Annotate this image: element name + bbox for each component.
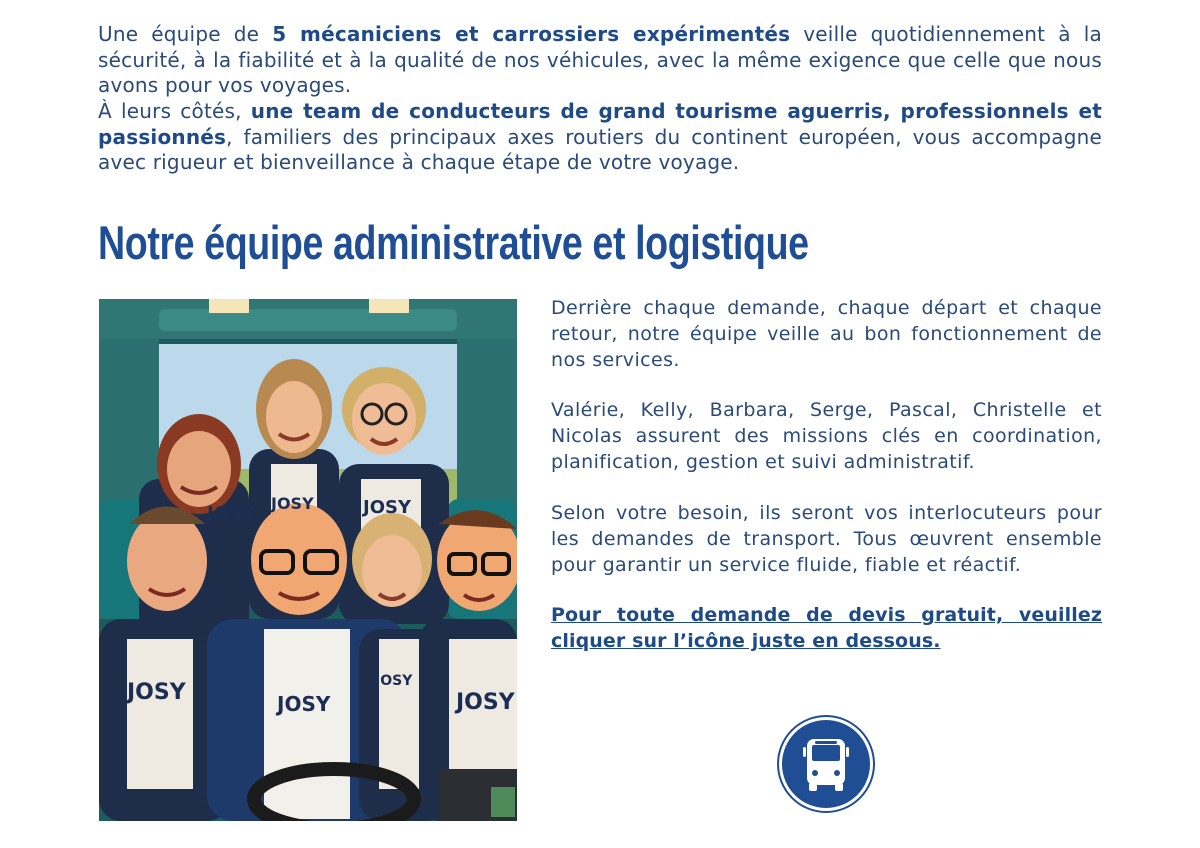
shirt-label: JOSY (277, 692, 331, 716)
team-paragraph-intro: Derrière chaque demande, chaque départ et chaque retour, notre équipe veille au bon fonctionnement de nos services. (551, 297, 1102, 371)
intro-p1-start: Une équipe de (98, 22, 273, 46)
intro-paragraph-mechanics (98, 22, 1102, 99)
bus-icon (779, 717, 873, 811)
section-title: Notre équipe administrative et logistique (98, 216, 809, 269)
team-illustration (99, 299, 517, 821)
intro-p1-end: veille quotidiennement à la sécurité, à la fiabilité et à la qualité de nos véhicules, avec la même exigence que celle que nous avons pour vos voyages. (98, 22, 1102, 98)
intro-p2-start: À leurs côtés, (98, 99, 251, 123)
team-photo (99, 299, 517, 821)
team-paragraph-role: Selon votre besoin, ils seront vos interlocuteurs pour les demandes de transport. Tous œuvrent ensemble pour garantir un service fluide, fiable et réactif. (551, 502, 1102, 576)
shirt-label: JOSY (363, 497, 411, 518)
shirt-label: JOSY (207, 503, 255, 524)
quote-request-link[interactable]: Pour toute demande de devis gratuit, veuillez cliquer sur l’icône juste en dessous. (551, 604, 1102, 652)
intro-paragraph-drivers (98, 99, 1102, 176)
shirt-label: JOSY (271, 494, 314, 513)
shirt-label: JOSY (375, 673, 413, 689)
intro-p1-bold: 5 mécaniciens et carrossiers expérimentés (272, 22, 791, 46)
quote-request-button[interactable] (777, 715, 875, 813)
shirt-label: JOSY (456, 690, 515, 715)
team-paragraph-names: Valérie, Kelly, Barbara, Serge, Pascal, Christelle et Nicolas assurent des missions clés en coordination, planification, gestion et suivi administratif. (551, 399, 1102, 473)
intro-p2-bold: une team de conducteurs de grand tourisme aguerris, professionnels et passionnés (98, 99, 1102, 149)
shirt-label: JOSY (127, 680, 186, 705)
intro-p2-end: , familiers des principaux axes routiers du continent européen, vous accompagne avec rigueur et bienveillance à chaque étape de votre voyage. (98, 124, 1102, 175)
